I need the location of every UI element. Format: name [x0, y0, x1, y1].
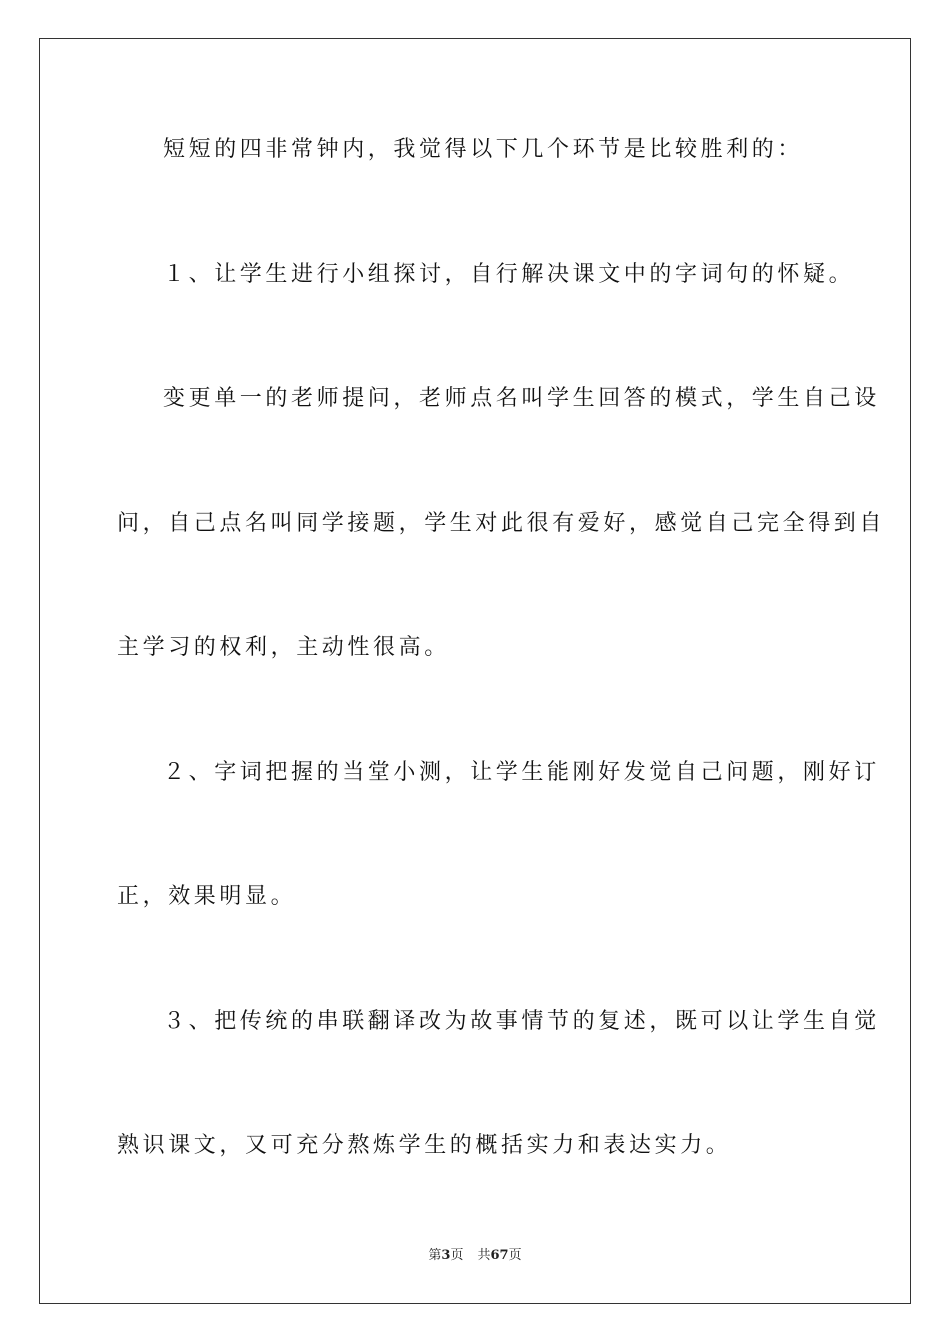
- footer-total-prefix: 共: [477, 1248, 491, 1263]
- paragraph-line-3: 变更单一的老师提问，老师点名叫学生回答的模式，学生自己设: [163, 386, 880, 411]
- paragraph-line-8: ３、把传统的串联翻译改为故事情节的复述，既可以让学生自觉: [163, 1009, 880, 1034]
- footer-page-current: 3: [441, 1248, 451, 1263]
- paragraph-line-5: 主学习的权利，主动性很高。: [117, 635, 450, 660]
- page-footer: [0, 1247, 950, 1265]
- paragraph-line-2: １、让学生进行小组探讨，自行解决课文中的字词句的怀疑。: [163, 262, 855, 287]
- paragraph-line-9: 熟识课文，又可充分熬炼学生的概括实力和表达实力。: [117, 1133, 732, 1158]
- footer-page-total: 67: [490, 1248, 509, 1263]
- page-border: [39, 38, 911, 1304]
- paragraph-line-6: ２、字词把握的当堂小测，让学生能刚好发觉自己问题，刚好订: [163, 760, 880, 785]
- paragraph-line-1: 短短的四非常钟内，我觉得以下几个环节是比较胜利的：: [163, 137, 804, 162]
- paragraph-line-7: 正，效果明显。: [117, 884, 297, 909]
- footer-page-prefix: 第: [428, 1248, 442, 1263]
- footer-total-suffix: 页: [508, 1248, 522, 1263]
- footer-page-suffix: 页: [450, 1248, 464, 1263]
- paragraph-line-4: 问，自己点名叫同学接题，学生对此很有爱好，感觉自己完全得到自: [117, 511, 886, 536]
